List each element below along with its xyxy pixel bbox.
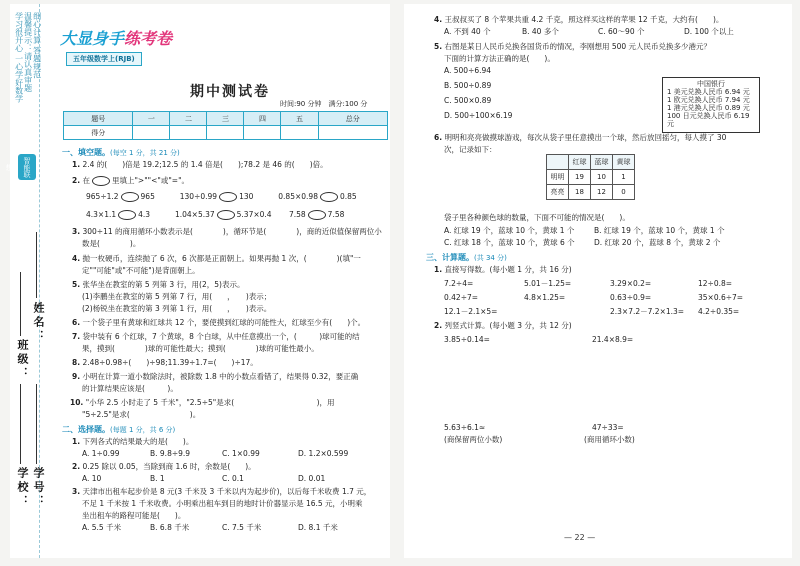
question-7-line-2: 果，摸到( )球的可能性最大；摸到( )球的可能性最小。	[82, 344, 319, 353]
student-no-line	[36, 384, 37, 464]
choice-6: 6. 明明和亮亮做摸球游戏，每次从袋子里任意摸出一个球，然后放回摇匀，每人摸了 30	[434, 133, 727, 142]
name-line	[36, 232, 37, 298]
calc-1-row-3: 12.1－2.1×5= 2.3×7.2－7.2×1.3= 4.2÷0.35=	[444, 307, 740, 316]
school-label: 学校：	[16, 467, 29, 509]
calc-2-c: 5.63÷6.1≈	[444, 423, 486, 432]
score-table: 题号 一 二 三 四 五 总分 得分	[63, 111, 388, 140]
right-page	[404, 4, 792, 558]
choice-6-line-2: 次，记录如下：	[444, 145, 497, 154]
rate-row: 1 欧元兑换人民币 7.94 元	[667, 96, 750, 105]
question-9: 9. 小明在计算一道小数除法时，被除数 1.8 中的小数点看错了，结果得 0.32，要正确	[72, 372, 359, 381]
class-line	[20, 272, 21, 336]
left-page	[5, 4, 390, 558]
compare-row-2: 4.3×1.1 4.3 1.04×5.37 5.37×0.4 7.5̇8 7.5̇8̇	[86, 210, 345, 219]
question-6: 6. 一个袋子里有黄球和红球共 12 个，要使摸到红球的可能性大，红球至少有( )个。	[72, 318, 366, 327]
compare-row-1: 965÷1.2 965 130÷0.99 130 0.85×0.98 0.85	[86, 192, 357, 201]
ball-record-table: 红球 蓝球 黄球 明明 19 10 1 亮亮 18 12 0	[546, 154, 635, 200]
bank-name: 中国银行	[697, 80, 725, 88]
question-4-line-2: 定""可能"或"不可能")是背面朝上。	[82, 266, 200, 275]
calc-1-row-2: 0.42÷7= 4.8×1.25= 0.63÷0.9= 35×0.6÷7=	[444, 293, 744, 302]
question-7: 7. 袋中装有 6 个红球，7 个黄球，8 个白球，从中任意摸出一个，( )球可能的结	[72, 332, 360, 341]
choice-3-options: A. 5.5 千米 B. 6.8 千米 C. 7.5 千米 D. 8.1 千米	[82, 523, 338, 532]
rate-row: 1 美元兑换人民币 6.94 元	[667, 88, 750, 97]
book-subtitle: 五年级数学上(RJB)	[66, 52, 142, 66]
choice-4-options: A. 不到 40 个 B. 40 多个 C. 60～90 个 D. 100 个以上	[444, 27, 734, 36]
question-10: 10. "小华 2.5 小时走了 5 千米"，"2.5÷5"是求( )，用	[70, 398, 335, 407]
choice-5-line-2: 下面的计算方法正确的是( )。	[444, 54, 555, 63]
choice-3-line-3: 坐出租车的路程可能是( )。	[82, 511, 186, 520]
question-5: 5. 张华坐在教室的第 5 列第 3 行，用(2，5)表示。	[72, 280, 245, 289]
question-8: 8. 2.48÷0.98÷( )÷98;11.39÷1.7=( )÷17。	[72, 358, 258, 367]
calc-2-a: 3.85÷0.14=	[444, 335, 490, 344]
name-label: 姓名：	[32, 302, 45, 344]
page-title: 期中测试卷	[190, 84, 270, 100]
choice-1-options: A. 1÷0.99 B. 9.8÷9.9 C. 1×0.99 D. 1.2×0.599	[82, 449, 349, 458]
question-4: 4. 抛一枚硬币，连续抛了 6 次，6 次都是正面朝上。如果再抛 1 次，( )(填"一	[72, 254, 361, 263]
rate-row: 100 日元兑换人民币 6.19 元	[667, 112, 750, 129]
choice-2: 2. 0.25 除以 0.05，当除到商 1.6 时，余数是( )。	[72, 462, 256, 471]
badge-label: 智能联想	[18, 154, 36, 180]
rate-row: 1 港元兑换人民币 0.89 元	[667, 104, 750, 113]
section-2-heading: 二、选择题。(每题 1 分，共 6 分)	[62, 425, 176, 434]
question-5-part-2: (2)杨锐坐在教室的第 3 列第 1 行，用( ， )表示。	[82, 304, 272, 313]
choice-5-option-b[interactable]: B. 500÷0.89	[444, 81, 492, 90]
calc-1-row-1: 7.2÷4= 5.01－1.25= 3.29×0.2= 12÷0.8=	[444, 279, 733, 288]
choice-6-option-d[interactable]: D. 红球 20 个，蓝球 8 个，黄球 2 个	[594, 238, 721, 247]
choice-5-option-d[interactable]: D. 500÷100×6.19	[444, 111, 513, 120]
choice-3-line-2: 不足 1 千米按 1 千米收费。小明乘出租车到目的地时计价器显示是 16.5 元，小明乘	[82, 499, 363, 508]
choice-5: 5. 右图是某日人民币兑换各国货币的情况，李刚想用 500 元人民币兑换多少港元？	[434, 42, 712, 51]
school-line	[20, 384, 21, 464]
choice-2-options: A. 10 B. 1 C. 0.1 D. 0.01	[82, 474, 326, 483]
calc-1-heading: 1. 直接写得数。(每小题 1 分，共 16 分)	[434, 265, 572, 274]
calc-2-d-hint: (商用循环小数)	[584, 435, 635, 444]
margin-note: 细心计算 答题规范	[32, 12, 42, 79]
calc-2-c-hint: (商保留两位小数)	[444, 435, 503, 444]
class-label: 班级：	[16, 339, 29, 381]
calc-2-b: 21.4×8.9=	[592, 335, 634, 344]
page-number: — 22 —	[564, 533, 596, 542]
question-1: 1. 2.4 的( )倍是 19.2;12.5 的 1.4 倍是( );78.2 是 46 的( )倍。	[72, 160, 328, 169]
choice-1: 1. 下列各式的结果最大的是( )。	[72, 437, 194, 446]
choice-6-option-b[interactable]: B. 红球 19 个，蓝球 10 个，黄球 1 个	[594, 226, 725, 235]
choice-6-option-a[interactable]: A. 红球 19 个，蓝球 10 个，黄球 1 个	[444, 226, 575, 235]
choice-3: 3. 天津市出租车起步价是 8 元(3 千米及 3 千米以内为起步价)，以后每千米收费 1.7 元，	[72, 487, 372, 496]
question-2: 2. 在 里填上">""<"或"="。	[72, 176, 190, 185]
question-3: 3. 300÷11 的商用循环小数表示是( )，循环节是( )，商的近似值保留两位小	[72, 227, 382, 236]
choice-6-option-c[interactable]: C. 红球 18 个，蓝球 10 个，黄球 6 个	[444, 238, 575, 247]
question-9-line-2: 的计算结果应该是( )。	[82, 384, 178, 393]
choice-4: 4. 王叔叔买了 8 个苹果共重 4.2 千克，照这样买这样的苹果 12 千克，大约有( )。	[434, 15, 724, 24]
choice-5-option-c[interactable]: C. 500×0.89	[444, 96, 492, 105]
brand-logo: 大显身手练考卷	[60, 29, 173, 48]
student-no-label: 学号：	[32, 467, 45, 509]
time-info: 时间:90 分钟 满分:100 分	[280, 100, 368, 108]
question-5-part-1: (1)李鹏坐在教室的第 5 列第 7 行，用( ， )表示；	[82, 292, 272, 301]
choice-6-question: 袋子里各种颜色球的数量，下面不可能的情况是( )。	[444, 213, 630, 222]
margin-note: 温馨提示：请认真审题	[23, 12, 33, 92]
calc-2-heading: 2. 列竖式计算。(每小题 3 分，共 12 分)	[434, 321, 572, 330]
exchange-rate-box	[662, 77, 760, 133]
margin-note: 学习很开心 一心学好数学	[14, 12, 24, 103]
question-10-line-2: "5÷2.5"是求( )。	[82, 410, 201, 419]
blank-oval[interactable]	[92, 176, 110, 186]
choice-5-option-a[interactable]: A. 500÷6.94	[444, 66, 492, 75]
calc-2-d: 47÷33=	[592, 423, 624, 432]
question-3-line-2: 数是( )。	[82, 239, 141, 248]
section-3-heading: 三、计算题。(共 34 分)	[426, 253, 507, 262]
section-1-heading: 一、填空题。(每空 1 分，共 21 分)	[62, 148, 180, 157]
